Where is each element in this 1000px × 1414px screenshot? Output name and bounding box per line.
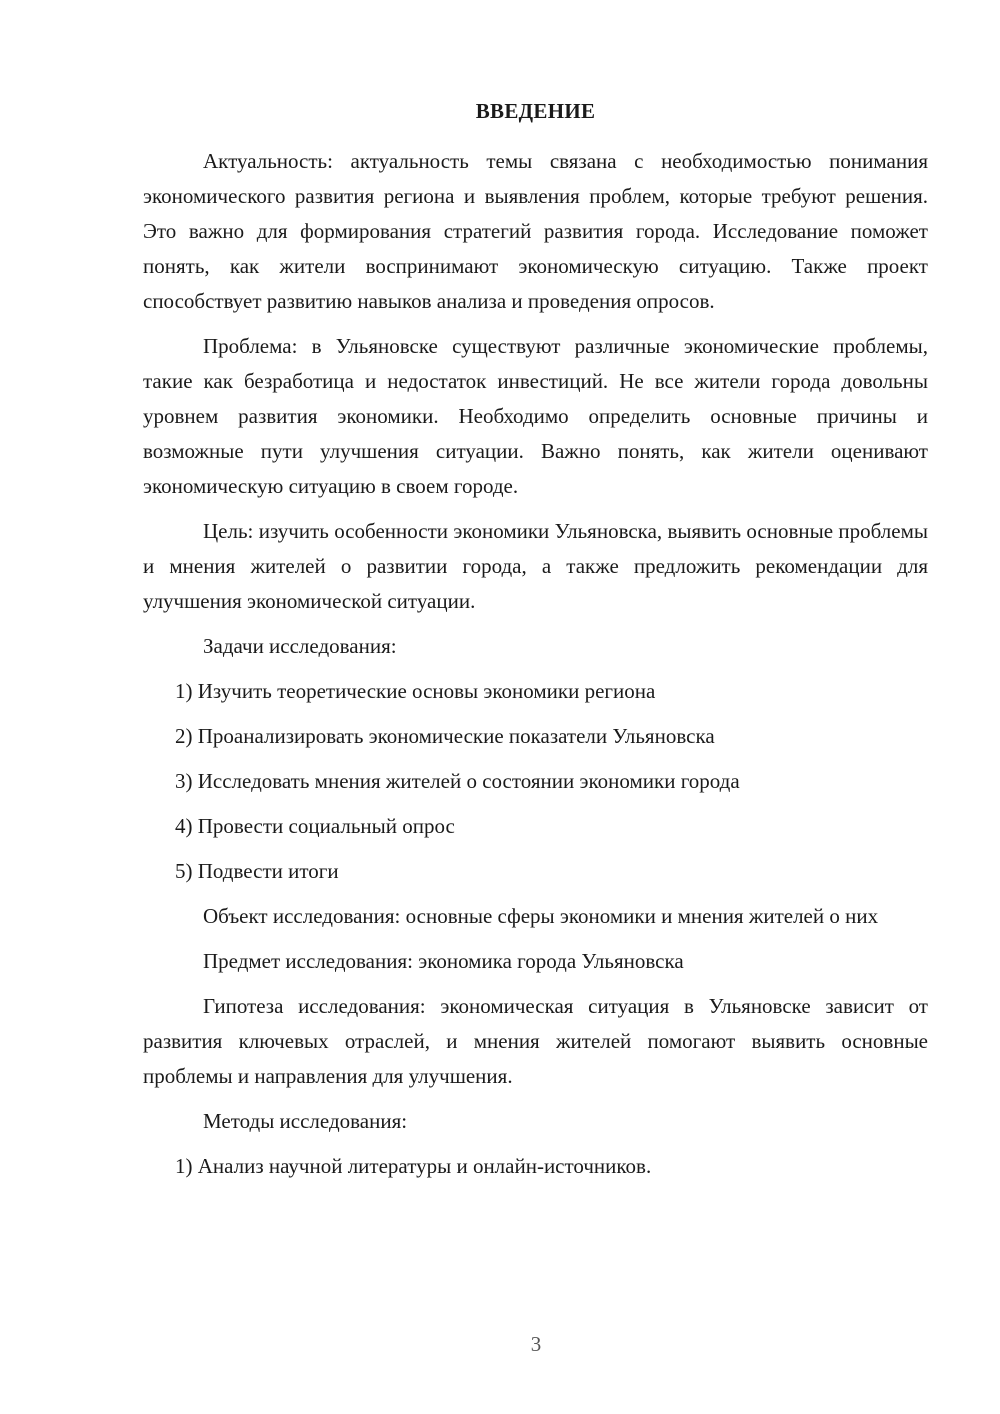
task-item: 3) Исследовать мнения жителей о состоянии экономики города <box>175 769 740 793</box>
goal-paragraph: Цель: изучить особенности экономики Ульяновска, выявить основные проблемы и мнения жителей о развитии города, а также предложить рекомендации для улучшения экономической ситуации. <box>143 519 928 613</box>
subject-paragraph: Предмет исследования: экономика города Ульяновска <box>203 949 684 973</box>
task-item: 1) Изучить теоретические основы экономики региона <box>175 679 656 703</box>
hypothesis-paragraph: Гипотеза исследования: экономическая ситуация в Ульяновске зависит от развития ключевых отраслей, и мнения жителей помогают выявить основные проблемы и направления для улучшения. <box>143 994 928 1088</box>
page-number: 3 <box>530 1332 542 1356</box>
object-paragraph: Объект исследования: основные сферы экономики и мнения жителей о них <box>203 904 879 928</box>
tasks-title: Задачи исследования: <box>203 634 397 658</box>
methods-title: Методы исследования: <box>203 1109 408 1133</box>
page-title: ВВЕДЕНИЕ <box>475 99 596 123</box>
task-item: 4) Провести социальный опрос <box>175 814 455 838</box>
document-page <box>143 96 928 1194</box>
relevance-paragraph: Актуальность: актуальность темы связана с необходимостью понимания экономического развития региона и выявления проблем, которые требуют решения. Это важно для формирования стратегий развития города. Исследование поможет понять, как жители воспринимают экономическую ситуацию. Также проект способствует развитию навыков анализа и проведения опросов. <box>143 149 928 313</box>
task-item: 2) Проанализировать экономические показатели Ульяновска <box>175 724 715 748</box>
problem-paragraph: Проблема: в Ульяновске существуют различные экономические проблемы, такие как безработица и недостаток инвестиций. Не все жители города довольны уровнем развития экономики. Необходимо определить основные причины и возможные пути улучшения ситуации. Важно понять, как жители оценивают экономическую ситуацию в своем городе. <box>143 334 928 498</box>
task-item: 5) Подвести итоги <box>175 859 339 883</box>
method-item: 1) Анализ научной литературы и онлайн-источников. <box>175 1154 652 1178</box>
